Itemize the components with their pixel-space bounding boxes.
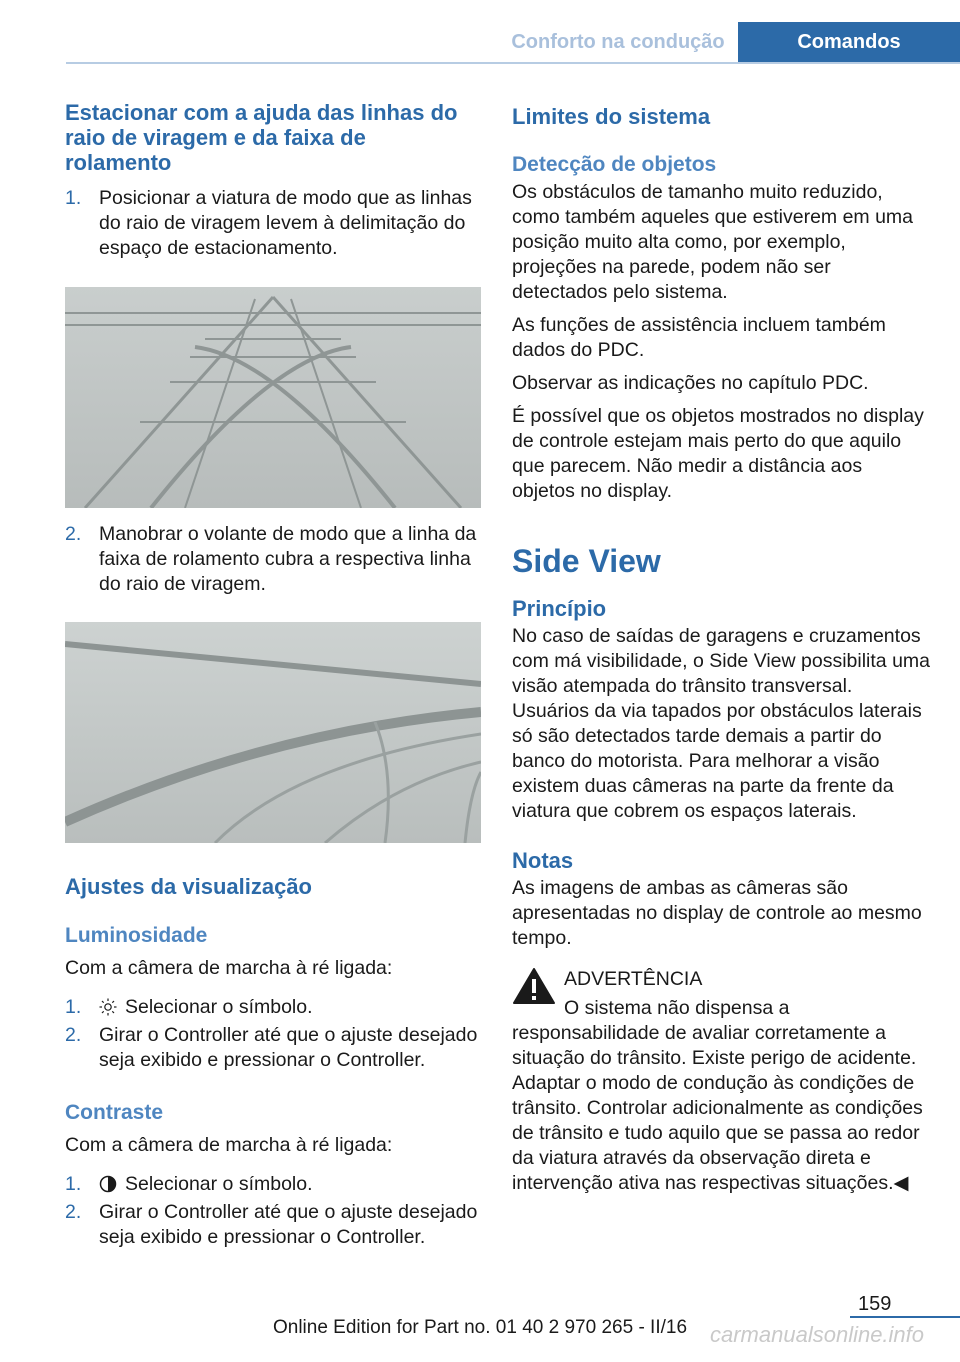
step-text: Selecionar o símbolo. (125, 1173, 313, 1195)
header-rule (66, 62, 960, 64)
warning-title: ADVERTÊNCIA (564, 968, 703, 990)
camera-image-turning-radius (65, 287, 481, 508)
watermark: carmanualsonline.info (710, 1322, 925, 1347)
heading-notes: Notas (512, 848, 574, 873)
step-item (65, 522, 483, 597)
heading-display-settings: Ajustes da visualização (65, 874, 312, 899)
left-column (65, 100, 483, 1250)
page-number: 159 (858, 1293, 892, 1315)
right-column (512, 104, 930, 1196)
contrast-intro: Com a câmera de marcha à ré ligada: (65, 1134, 393, 1156)
step-item (65, 1023, 483, 1073)
step-text: Girar o Controller até que o ajuste desejado seja exibido e pressionar o Controller. (99, 1201, 478, 1248)
step-number: 1. (65, 996, 82, 1018)
step-number: 2. (65, 523, 82, 545)
step-number: 1. (65, 187, 82, 209)
warning-block (512, 967, 930, 1196)
contrast-icon (99, 1175, 117, 1193)
heading-side-view: Side View (512, 543, 661, 579)
step-number: 2. (65, 1024, 82, 1046)
heading-parking-lines: Estacionar com a ajuda das linhas do raio de viragem e da faixa de rolamento (65, 100, 458, 175)
detection-paragraph: Os obstáculos de tamanho muito reduzido, como também aqueles que estiverem em uma posição muito alta como, por exemplo, projeções na parede, podem não ser detectados pelo sistema. (512, 181, 914, 303)
step-number: 1. (65, 1173, 82, 1195)
camera-image-lane-line (65, 622, 481, 843)
subheading-object-detection: Detecção de objetos (512, 153, 717, 176)
heading-principle: Princípio (512, 596, 607, 621)
warning-first-line (564, 996, 930, 1021)
header-section-title: Conforto na condução (511, 31, 725, 53)
detection-paragraph: Observar as indicações no capítulo PDC. (512, 372, 869, 394)
notes-paragraph: As imagens de ambas as câmeras são apresentadas no display de controle ao mesmo tempo. (512, 877, 922, 949)
step-item (65, 1200, 483, 1250)
detection-paragraph: É possível que os objetos mostrados no display de controle estejam mais perto do que aquilo que parecem. Não medir a distância aos objetos no display. (512, 405, 924, 502)
warning-header (512, 967, 930, 1021)
step-item (65, 186, 483, 261)
subheading-contrast: Contraste (65, 1101, 164, 1124)
heading-system-limits: Limites do sistema (512, 104, 711, 129)
step-text: Selecionar o símbolo. (125, 996, 313, 1018)
brightness-intro: Com a câmera de marcha à ré ligada: (65, 957, 393, 979)
edition-footer: Online Edition for Part no. 01 40 2 970 265 - II/16 (272, 1317, 688, 1338)
step-text: Posicionar a viatura de modo que as linhas do raio de viragem levem à delimitação do espaço de estacionamento. (99, 187, 472, 259)
subheading-brightness: Luminosidade (65, 924, 208, 947)
step-text: Girar o Controller até que o ajuste desejado seja exibido e pressionar o Controller. (99, 1024, 478, 1071)
warning-icon (512, 967, 556, 1005)
brightness-icon (99, 998, 117, 1016)
warning-text: O sistema não dispensa a responsabilidade de avaliar corretamente a situação do trânsito. Existe perigo de acidente. Adaptar o modo de condução às condições de trânsito. Controlar adicionalmente as condições de trânsito e tudo aquilo que se passa ao redor da viatura através da observação direta e intervenção ativa nas respectivas situações.◀ (512, 997, 923, 1194)
step-item (65, 995, 483, 1020)
step-text: Manobrar o volante de modo que a linha da faixa de rolamento cubra a respectiva linha do raio de viragem. (99, 523, 477, 595)
header-chapter-tab: Comandos (738, 22, 960, 62)
step-number: 2. (65, 1201, 82, 1223)
step-item (65, 1172, 483, 1197)
detection-paragraph: As funções de assistência incluem também dados do PDC. (512, 314, 886, 361)
principle-paragraph: No caso de saídas de garagens e cruzamentos com má visibilidade, o Side View possibilita uma visão atempada do trânsito transversal. Usuários da via tapados por obstáculos laterais só são detectados tarde demais a partir do banco do motorista. Para melhorar a visão existem duas câmeras na parte da frente da viatura que cobrem os espaços laterais. (512, 625, 931, 822)
